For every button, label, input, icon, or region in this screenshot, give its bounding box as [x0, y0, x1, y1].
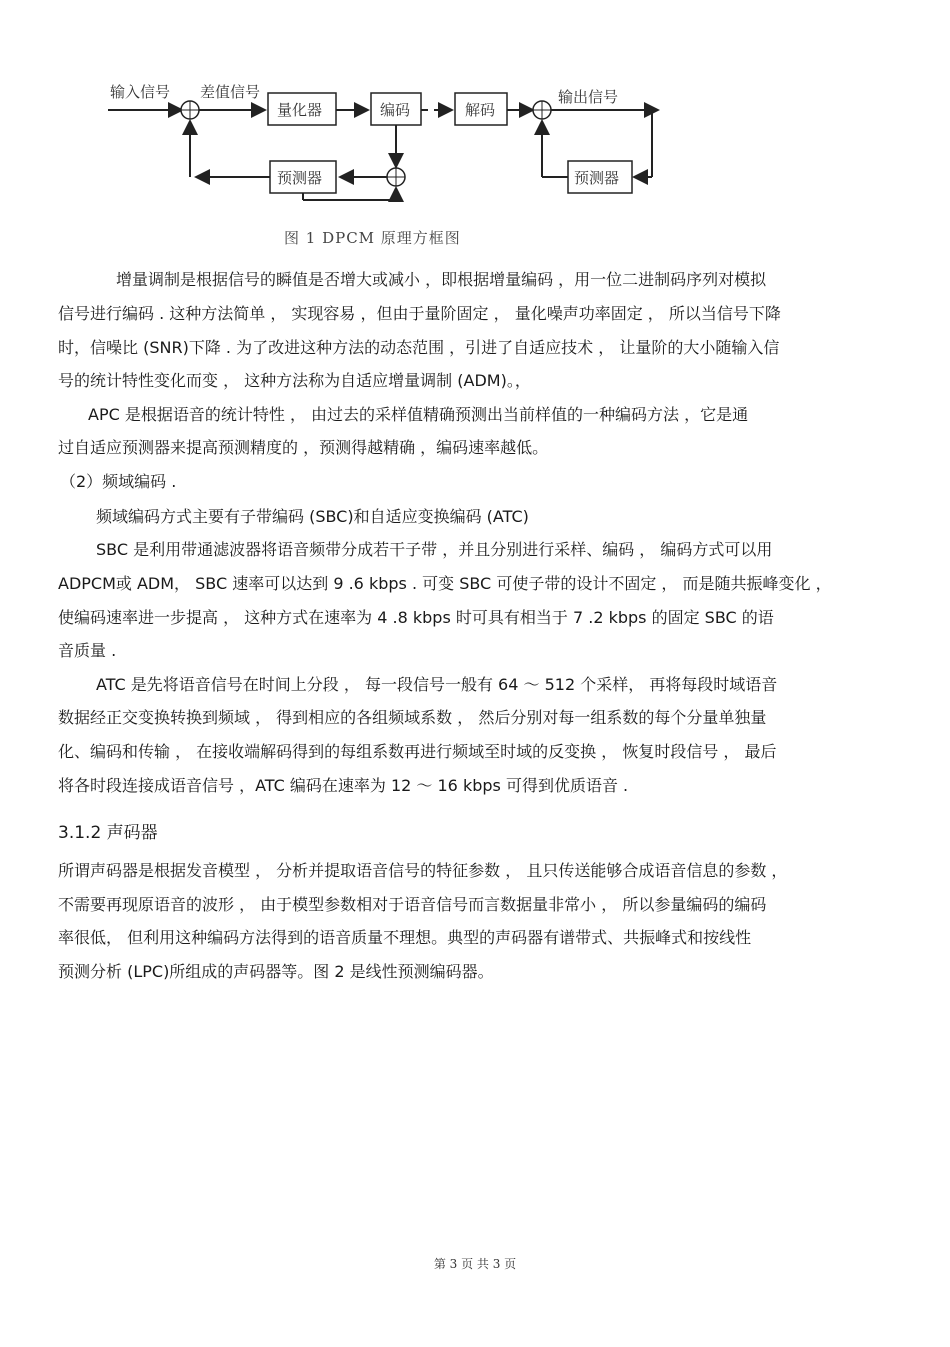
encoder-label: 编码 [380, 101, 411, 119]
paragraph-line: 音质量 . [58, 641, 117, 660]
paragraph-line: 数据经正交变换转换到频域 ， 得到相应的各组频域系数 ， 然后分别对每一组系数的每个分量单独量 [58, 708, 767, 727]
paragraph-line: 使编码速率进一步提高 ， 这种方式在速率为 4 .8 kbps 时可具有相当于 7 .2 kbps 的固定 SBC 的语 [58, 608, 774, 627]
input-signal-label: 输入信号 [110, 83, 171, 101]
paragraph-line: 预测分析 (LPC)所组成的声码器等。图 2 是线性预测编码器。 [58, 962, 494, 981]
paragraph-line: 号的统计特性变化而变 ， 这种方法称为自适应增量调制 (ADM)。， [58, 371, 531, 390]
decoder-label: 解码 [465, 101, 496, 119]
figure-caption: 图 1 DPCM 原理方框图 [284, 229, 461, 247]
paragraph-line: 时，信噪比 (SNR)下降 . 为了改进这种方法的动态范围 ，引进了自适应技术 ， 让量阶的大小随输入信 [58, 338, 780, 357]
paragraph-line: ATC 是先将语音信号在时间上分段 ， 每一段信号一般有 64 ～ 512 个采样， 再将每段时域语音 [96, 675, 778, 694]
subsection-heading: （2）频域编码 . [60, 472, 177, 491]
paragraph-line: 所谓声码器是根据发音模型 ， 分析并提取语音信号的特征参数 ， 且只传送能够合成语音信息的参数 ， [58, 861, 788, 880]
predictor-label-right: 预测器 [574, 169, 620, 187]
quantizer-label: 量化器 [277, 101, 323, 119]
paragraph-line: ADPCM或 ADM， SBC 速率可以达到 9 .6 kbps . 可变 SBC 可使子带的设计不固定 ， 而是随共振峰变化 ， [58, 574, 832, 593]
page-footer: 第 3 页 共 3 页 [433, 1257, 517, 1271]
paragraph-line: 率很低， 但利用这种编码方法得到的语音质量不理想。典型的声码器有谱带式、共振峰式和按线性 [58, 928, 752, 947]
paragraph-line: 化、编码和传输 ， 在接收端解码得到的每组系数再进行频域至时域的反变换 ， 恢复时段信号 ， 最后 [58, 742, 777, 761]
paragraph-line: 不需要再现原语音的波形 ， 由于模型参数相对于语音信号而言数据量非常小 ， 所以参量编码的编码 [58, 895, 767, 914]
paragraph-line: 信号进行编码 . 这种方法简单 ， 实现容易 ，但由于量阶固定 ， 量化噪声功率固定 ， 所以当信号下降 [58, 304, 781, 323]
paragraph-line: 将各时段连接成语音信号 ，ATC 编码在速率为 12 ～ 16 kbps 可得到优质语音 . [58, 776, 629, 795]
paragraph-line: SBC 是利用带通滤波器将语音频带分成若干子带 ，并且分别进行采样、编码 ， 编码方式可以用 [96, 540, 773, 559]
diff-signal-label: 差值信号 [200, 83, 261, 101]
paragraph-line: 频域编码方式主要有子带编码 (SBC)和自适应变换编码 (ATC) [96, 507, 529, 526]
predictor-label-left: 预测器 [277, 169, 323, 187]
paragraph-line: 过自适应预测器来提高预测精度的 ，预测得越精确 ，编码速率越低。 [58, 438, 549, 457]
output-signal-label: 输出信号 [558, 88, 619, 106]
paragraph-line: APC 是根据语音的统计特性 ， 由过去的采样值精确预测出当前样值的一种编码方法 ，它是通 [88, 405, 749, 424]
paragraph-line: 增量调制是根据信号的瞬值是否增大或减小 ，即根据增量编码 ，用一位二进制码序列对模拟 [116, 270, 767, 289]
section-heading: 3.1.2 声码器 [58, 823, 158, 843]
